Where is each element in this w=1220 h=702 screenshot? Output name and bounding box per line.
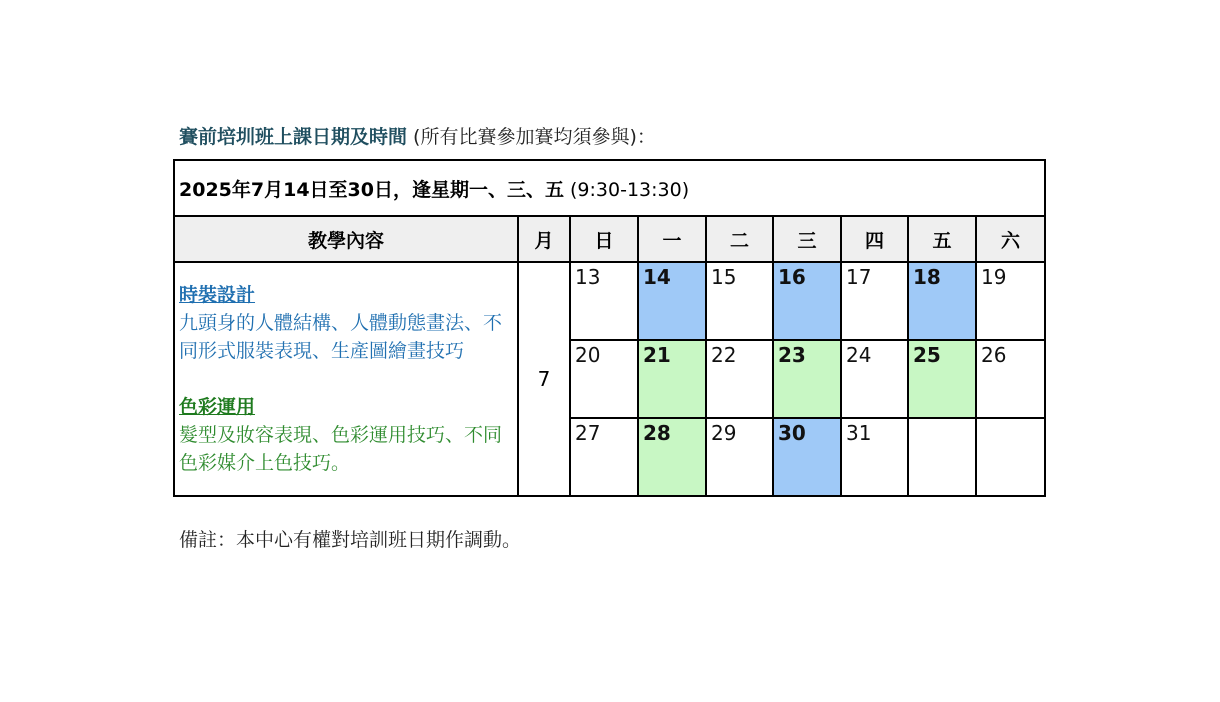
section-fashion-design-text: 九頭身的人體結構、人體動態畫法、不同形式服裝表現、生產圖繪畫技巧 xyxy=(179,312,503,362)
day-cell: 24 xyxy=(841,340,908,418)
day-cell: 20 xyxy=(570,340,638,418)
header-month: 月 xyxy=(518,216,570,262)
month-cell: 7 xyxy=(518,262,570,496)
section-fashion-design-title: 時裝設計 xyxy=(179,284,256,306)
week-row-1 xyxy=(174,262,1045,340)
day-cell: 17 xyxy=(841,262,908,340)
table-title-bold: 2025年7月14日至30日，逢星期一、三、五 xyxy=(179,178,564,201)
section-color-text: 髮型及妝容表現、色彩運用技巧、不同色彩媒介上色技巧。 xyxy=(179,424,503,474)
day-cell-empty xyxy=(976,418,1045,496)
day-cell: 13 xyxy=(570,262,638,340)
heading-note: (所有比賽參加賽均須參與)： xyxy=(407,126,656,148)
day-cell: 30 xyxy=(773,418,841,496)
day-cell: 18 xyxy=(908,262,976,340)
day-cell: 31 xyxy=(841,418,908,496)
header-sun: 日 xyxy=(570,216,638,262)
header-wed: 三 xyxy=(773,216,841,262)
day-cell: 15 xyxy=(706,262,773,340)
section-color-title: 色彩運用 xyxy=(179,396,256,418)
day-cell-empty xyxy=(908,418,976,496)
schedule-table xyxy=(173,159,1046,497)
day-cell: 25 xyxy=(908,340,976,418)
day-cell: 26 xyxy=(976,340,1045,418)
header-sat: 六 xyxy=(976,216,1045,262)
day-cell: 22 xyxy=(706,340,773,418)
table-title xyxy=(174,160,1045,216)
day-cell: 23 xyxy=(773,340,841,418)
day-cell: 19 xyxy=(976,262,1045,340)
day-cell: 14 xyxy=(638,262,706,340)
day-cell: 29 xyxy=(706,418,773,496)
header-tue: 二 xyxy=(706,216,773,262)
teaching-content xyxy=(174,262,518,496)
heading-bold: 賽前培圳班上課日期及時間 xyxy=(179,126,408,148)
day-cell: 27 xyxy=(570,418,638,496)
day-cell: 16 xyxy=(773,262,841,340)
schedule-heading xyxy=(179,122,656,149)
day-cell: 21 xyxy=(638,340,706,418)
remarks-note: 備註：本中心有權對培訓班日期作調動。 xyxy=(179,529,522,551)
header-fri: 五 xyxy=(908,216,976,262)
header-row xyxy=(174,216,1045,262)
day-cell: 28 xyxy=(638,418,706,496)
header-thu: 四 xyxy=(841,216,908,262)
header-content: 教學內容 xyxy=(174,216,518,262)
table-title-time: (9:30-13:30) xyxy=(563,178,690,201)
header-mon: 一 xyxy=(638,216,706,262)
